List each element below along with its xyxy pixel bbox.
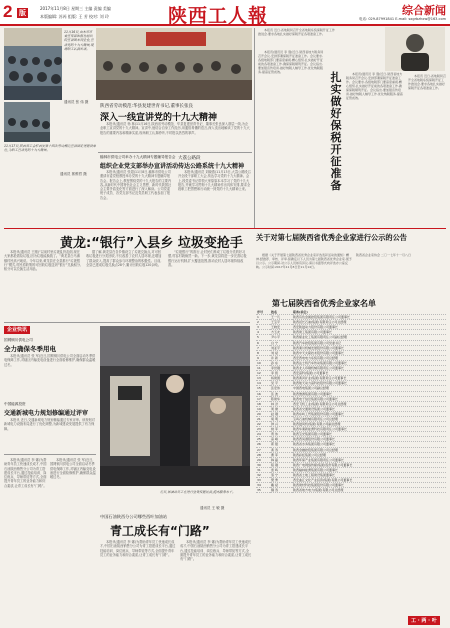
bottom-story-body-1: 本报讯(通讯员 李 娜)为帮助青年员工快速成长成才,中国石油陕西销售分公司为青工搭建成长平台,通过技能培训、岗位练兵、导师带徒等方式,全面提升青年员工的业务能力和综合素质,让青工成长有“门路”。 — [100, 540, 176, 557]
nominee-position: 陕西西凤酒股份有限公司董事长 — [292, 437, 446, 442]
row-number: 8 — [256, 350, 270, 355]
bottom-story-kicker: 中国石油陕西分公司哪些西叶加油站 — [100, 514, 168, 519]
story1-body: 本报讯(通讯员 张 军)近日,国网铜川供电公司全面启动冬季供电保障工作,对辖区内输变电设备进行全面检修维护,确保群众温暖过冬。 — [4, 354, 96, 367]
page-tag: 版 — [19, 9, 26, 17]
row-number: 5 — [256, 335, 270, 340]
mid-left-headline: 组织企业党支部举办宣讲活动 — [100, 163, 179, 170]
photo-lecture-hall — [4, 28, 62, 100]
nominee-position: 陕西煤业化工集团有限责任公司副总经理 — [292, 335, 446, 340]
nominee-name: 郭 强 — [270, 442, 292, 447]
bottom-story-body-2: 本报讯(通讯员 李 娜)为帮助青年员工快速成长成才,中国石油陕西销售分公司为青工搭建成长平台,通过技能培训、岗位练兵、导师带徒等方式,全面提升青年员工的业务能力和综合素质,让青工成长有“门路”。 — [180, 540, 252, 562]
right-vertical-headline: 扎实做好保税开征准备 — [330, 71, 342, 192]
gas-station-caption: 近日,加油站员工在进行业务技能比武,提高服务水平。 — [160, 490, 236, 494]
nominee-name: 蔡 宁 — [270, 473, 292, 478]
row-number: 4 — [256, 330, 270, 335]
right-body-1: 本报讯(通讯员 李 强)近日,陕西省地方税务局召开会议,安排部署保税开征准备工作。会议要求,各级地税部门要高度重视,精心组织,扎实做好开征前的各项准备工作,确保保税顺利开征。会议指出,要加强宣传培训,做好纳税人辅导工作,优化纳税服务,提高征管质效。 — [258, 50, 324, 74]
row-number: 13 — [256, 376, 270, 381]
nominee-position: 陕西金融控股集团有限公司总经理 — [292, 447, 446, 452]
photo-workers-lecture — [4, 102, 50, 142]
nominee-name: 陈建华 — [270, 396, 292, 401]
row-number: 20 — [256, 411, 270, 416]
nominee-position: 陕西秦川机械发展股份有限公司董事长 — [292, 345, 446, 350]
nominee-name: 戴 斌 — [270, 483, 292, 488]
right-body-2: 本报讯(通讯员 李 强)近日,陕西省地方税务局召开会议,安排部署保税开征准备工作。会议要求,各级地税部门要高度重视,精心组织,扎实做好开征前的各项准备工作,确保保税顺利开征。会议指出,要加强宣传培训,做好纳税人辅导工作,优化纳税服务,提高征管质效。 — [346, 72, 403, 100]
top-story-kicker: 陕西省劳动模范:华县复建世青书记,董事长张良 — [100, 104, 193, 109]
row-number: 21 — [256, 416, 270, 421]
caption-top-photo: 11月16日,由本市市委宣传部和报社组织的宣讲团来到企业,宣讲党的十九大精神,现场职工认真听讲。 — [64, 30, 94, 51]
nominee-name: 王宝平 — [270, 320, 292, 325]
row-number: 16 — [256, 391, 270, 396]
nominee-position: 陕西延长石油(集团)有限责任公司总经理 — [292, 320, 446, 325]
row-number: 26 — [256, 442, 270, 447]
nominee-position: 陕西广电网络传媒(集团)股份有限公司董事长 — [292, 462, 446, 467]
section-rule — [4, 228, 446, 229]
row-number: 32 — [256, 473, 270, 478]
notice-signature: 陕西省企业家协会 二〇一七年十一月八日 — [356, 253, 411, 257]
row-number: 3 — [256, 325, 270, 330]
nominee-name: 樊 勇 — [270, 478, 292, 483]
row-number: 6 — [256, 340, 270, 345]
nominee-list-title: 第七届陕西省优秀企业家名单 — [272, 299, 376, 308]
story1-kicker: 国网铜川供电公司 — [4, 338, 33, 342]
bottom-story-headline: 青工成长有“门路” — [110, 524, 210, 538]
row-number: 12 — [256, 371, 270, 376]
divider — [98, 152, 252, 153]
photo-portrait — [385, 27, 445, 71]
caption-bottom-photo: 11月17日,陕西省工会驻西安第十四次劳动模范宣讲团走进建设单位,为职工宣讲党的十九大精神。 — [4, 144, 96, 153]
photo-gas-station — [100, 326, 250, 486]
nominee-name: 李 毅 — [270, 371, 292, 376]
row-number: 2 — [256, 320, 270, 325]
nominee-name: 刘亚平 — [270, 345, 292, 350]
nominee-position: 宝鸡石油机械有限责任公司总经理 — [292, 416, 446, 421]
nominee-name: 刘 斌 — [270, 350, 292, 355]
nominee-position: 西安陕鼓动力股份有限公司董事长 — [292, 325, 446, 330]
photo-byline: 通讯员 张 伟 摄 — [64, 100, 89, 104]
nominee-position: 陕西旅游集团有限公司董事长 — [292, 391, 446, 396]
nominee-name: 贾 伟 — [270, 432, 292, 437]
main-body-col2: 据了解,黄龙县在各乡镇设立了垃圾兑换点,对可回收垃圾进行分类回收,不仅改善了农村人居环境,还增加了群众收入,提高了群众参与环境整治的积极性。目前,全县已建成垃圾兑换点28个,累计回收垃圾120余吨。 — [86, 250, 162, 267]
notice-body: 根据《关于开展第七届陕西省优秀企业家评选表彰活动的通知》精神,经推荐、审核、评审,拟确定以下人员为第七届陕西省优秀企业家,现予以公示。公示期间,对公示人员如有异议,请以书面形式向评选办公室反映。公示时间:2017年11月8日至11月14日。 — [256, 253, 352, 269]
main-headline: 黄龙:“银行”入县乡 垃圾变抢手 — [60, 236, 243, 251]
row-number: 24 — [256, 432, 270, 437]
footer-label: 工 · 两 · 叶 — [408, 616, 440, 625]
nominee-position: 陕西电子信息集团有限公司董事长 — [292, 396, 446, 401]
divider — [4, 322, 250, 323]
table-row — [256, 488, 446, 493]
nominee-position: 陕西建工集团有限公司董事长 — [292, 330, 446, 335]
nominee-position: 陕西航天动力高科技股份有限公司董事长 — [292, 381, 446, 386]
nominee-position: 陕西东岭工贸集团股份有限公司董事长 — [292, 411, 446, 416]
nominee-position: 陕西宝光集团有限公司董事长 — [292, 432, 446, 437]
row-number: 31 — [256, 467, 270, 472]
nominee-name: 赵 刚 — [270, 411, 292, 416]
photo-meeting-room — [96, 28, 252, 100]
mid-right-headline: 传达公路系统十九大精神 — [178, 163, 245, 170]
nominee-name: 曹 军 — [270, 452, 292, 457]
nominee-position: 陕西中天火箭技术股份有限公司董事长 — [292, 350, 446, 355]
section-title: 综合新闻 — [402, 4, 446, 17]
nominee-position: 陕西黄河矿业(集团)有限责任公司董事长 — [292, 376, 446, 381]
nominee-name: 黄 涛 — [270, 447, 292, 452]
nominee-position: 陕西法士特汽车传动集团有限公司董事长 — [292, 360, 446, 365]
column-divider — [254, 28, 255, 228]
row-number: 35 — [256, 488, 270, 493]
nominee-position: 陕西省交通建设集团公司董事长 — [292, 406, 446, 411]
right-teaser: 本报讯 近日,省地税局召开全省地税系统保税开征工作推进会,要求各地扎实做好保税开征各项准备工作。 — [258, 28, 335, 36]
nominee-name: 杨建国 — [270, 376, 292, 381]
nominee-name: 王一凡 — [270, 315, 292, 320]
nominee-position: 陕西省水务集团有限公司董事长 — [292, 442, 446, 447]
nominee-position: 陕西省土地工程建设集团董事长 — [292, 473, 446, 478]
nominee-position: 陕西彩虹集团公司总经理 — [292, 452, 446, 457]
mid-right-kicker: 大荔公路段 — [178, 156, 201, 161]
row-number: 23 — [256, 427, 270, 432]
nominee-name: 李世刚 — [270, 366, 292, 371]
nominee-name: 高 峰 — [270, 437, 292, 442]
nominee-name: 胡 明 — [270, 416, 292, 421]
nominee-name: 许 新 — [270, 355, 292, 360]
nominee-position: 西安西电电力系统有限公司总经理 — [292, 355, 446, 360]
nominee-position: 陕西鼓风机(集团)有限公司副总经理 — [292, 422, 446, 427]
nominee-name: 周 健 — [270, 406, 292, 411]
nominee-name: 韩 磊 — [270, 457, 292, 462]
nominee-name: 孙 东 — [270, 360, 292, 365]
date-line: 2017年11月8日 星期三 主编 责编 美编 — [40, 6, 111, 11]
row-number: 18 — [256, 401, 270, 406]
right-body-3: 本报讯 近日,省地税局召开全省地税系统保税开征工作推进会,要求各地扎实做好保税开征各项准备工作。 — [408, 74, 446, 90]
main-body-col3: “垃圾银行”的推行,让村民们养成了垃圾分类的好习惯,村容村貌焕然一新。下一步,黄龙县将进一步完善垃圾银行运行机制,扩大覆盖范围,推动农村人居环境持续改善。 — [168, 250, 247, 267]
row-number: 14 — [256, 381, 270, 386]
nominee-name: 程 刚 — [270, 462, 292, 467]
nominee-name: 张 波 — [270, 391, 292, 396]
story2-headline: 交通新城电力规划修编通过评审 — [4, 410, 89, 417]
top-story-body: 本报讯(通讯员 杨 林)11月16日,陕西省劳动模范、华县复建世青书记、董事长张良深入基层一线,为企业职工宣讲党的十九大精神。宣讲中,他结合自身工作经历,用通俗易懂的语言,深入浅出地解读了党的十九大报告的重要内容和精神实质,现场职工认真聆听,不时报以热烈的掌声。 — [100, 122, 250, 135]
row-number: 17 — [256, 396, 270, 401]
photo-byline-2: 通讯员 郭维哲 摄 — [60, 172, 87, 176]
nominee-table — [256, 310, 446, 493]
row-number: 28 — [256, 452, 270, 457]
row-number: 1 — [256, 315, 270, 320]
contact-line: 电话: 029-87991841 E-mail: sxgrbzhxw@163.com — [359, 17, 446, 21]
notice-title: 关于对第七届陕西省优秀企业家进行公示的公告 — [256, 233, 407, 242]
story2-kicker: 中国能源投资 — [4, 402, 26, 406]
nominee-position: 陕西榆林能源集团有限公司董事长 — [292, 467, 446, 472]
nominee-name: 王晓安 — [270, 325, 292, 330]
nominee-name: 姚 军 — [270, 427, 292, 432]
nominee-position: 西安高科(集团)公司董事长 — [292, 371, 446, 376]
main-body-col1: 本报讯(通讯员 王刚)“以前村里垃圾乱扔乱倒,现在大家都抢着捡垃圾,因为垃圾能换钱了。”黄龙县白马滩镇村民高兴地说。今年以来,黄龙县在全县推行“垃圾银行”模式,村民将收集的可回收垃圾送到“银行”兑换积分,积分可以兑换生活用品。 — [4, 250, 82, 272]
nominee-position: 陕西汽车控股集团有限公司党委书记 — [292, 340, 446, 345]
nominee-name: 尹小平 — [270, 335, 292, 340]
nominee-position: 西安飞机工业(集团)有限责任公司总经理 — [292, 401, 446, 406]
bottom-left-body: 本报讯(通讯员 李 娜)为帮助青年员工快速成长成才,中国石油陕西销售分公司为青工搭建成长平台,通过技能培训、岗位练兵、导师带徒等方式,全面提升青年员工的业务能力和综合素质,让青工成长有“门路”。 — [4, 458, 47, 488]
row-number: 34 — [256, 483, 270, 488]
row-number: 30 — [256, 462, 270, 467]
divider — [4, 454, 96, 455]
section-banner: 企业快讯 — [4, 326, 30, 334]
gas-station-byline: 通讯员 王 敏 摄 — [200, 506, 225, 510]
row-number: 19 — [256, 406, 270, 411]
row-number: 9 — [256, 355, 270, 360]
nominee-position: 陕西北人印刷机械有限责任公司董事长 — [292, 366, 446, 371]
page-number: 2 — [3, 2, 13, 21]
nominee-position: 陕西环保产业集团有限责任公司董事长 — [292, 457, 446, 462]
nominee-position: 陕西省地方电力(集团)有限公司总经理 — [292, 488, 446, 493]
nominee-position: 陕西华秦新能源科技有限责任公司董事长 — [292, 427, 446, 432]
nominee-name: 白 宁 — [270, 340, 292, 345]
nominee-name: 林 洪 — [270, 401, 292, 406]
nominee-name: 魏 涛 — [270, 488, 292, 493]
nominee-position: 陕西有色金属控股集团有限责任公司董事长 — [292, 315, 446, 320]
masthead: 陕西工人報 — [168, 5, 269, 27]
issue-line: 本版编辑: 苏芮 组版: 王 芳 校对: 刘 玲 — [40, 14, 109, 19]
row-number: 10 — [256, 360, 270, 365]
row-number: 15 — [256, 386, 270, 391]
nominee-name: 张宏伟 — [270, 386, 292, 391]
row-number: 27 — [256, 447, 270, 452]
bottom-left-body-2: 本报讯(通讯员 张 军)近日,国网铜川供电公司全面启动冬季供电保障工作,对辖区内输变电设备进行全面检修维护,确保群众温暖过冬。 — [50, 458, 96, 480]
nominee-name: 方玉友 — [270, 330, 292, 335]
nominee-position: 西安曲江文化产业投资(集团)有限公司董事长 — [292, 478, 446, 483]
mid-left-body: 本报讯(通讯员 张超)11月8日,榆林市供电公司邀请市委党校教授举办党的十九大精神专题辅导报告会。报告会上,教授围绕党的十九大报告的主要内容,从新时代中国特色社会主义思想、新时代我国社会主要矛盾变化等方面进行了深入解读。公司党委班子成员、各党支部书记及党员职工代表参加了报告会。 — [100, 170, 172, 200]
col-header: 职务(单位) — [292, 310, 446, 315]
top-story-headline: 深入一线宣讲党的十九大精神 — [100, 113, 218, 123]
page-header — [0, 0, 450, 26]
mid-left-kicker: 榆林市供电公司举办十九大精神专题辅导报告会 — [100, 155, 176, 159]
row-number: 33 — [256, 478, 270, 483]
row-number: 22 — [256, 422, 270, 427]
row-number: 29 — [256, 457, 270, 462]
row-number: 25 — [256, 437, 270, 442]
nominee-position: 陕西建材科技集团股份有限公司董事长 — [292, 483, 446, 488]
nominee-position: 中国西电集团公司副总经理 — [292, 386, 446, 391]
story1-headline: 全力确保冬季用电 — [4, 345, 56, 353]
story2-body: 本报讯 近日,交通新城电力规划修编通过专家评审。该规划对新城电力设施布局进行了优化调整,为新城建设发展提供了有力保障。 — [4, 418, 95, 431]
col-header: 姓名 — [270, 310, 292, 315]
mid-right-body: 本报讯(通讯员 刘晓燕)11月13日,大荔公路段召开全段干部职工大会,传达学习党的十九大精神。会上,段党委书记带领大家原原本本学习了党的十九大报告,并就学习贯彻十九大精神作出具体安排,要求全段职工把思想和行动统一到党的十九大精神上来。 — [178, 170, 251, 192]
row-number: 11 — [256, 366, 270, 371]
nominee-name: 雷 鸣 — [270, 467, 292, 472]
nominee-name: 吴 平 — [270, 381, 292, 386]
row-number: 7 — [256, 345, 270, 350]
col-header: 序号 — [256, 310, 270, 315]
nominee-name: 钟 兴 — [270, 422, 292, 427]
